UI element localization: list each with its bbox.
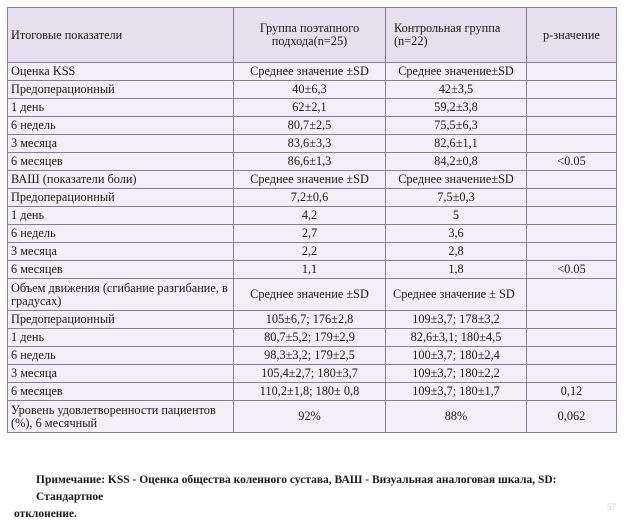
satisfaction-label: Уровень удовлетворенности пациентов (%), 6 месячный (8, 401, 234, 433)
row-value-control: 5 (386, 207, 527, 225)
row-label: Предоперационный (8, 189, 234, 207)
row-p-value (527, 365, 617, 383)
table-row (8, 189, 617, 207)
row-value-control: 82,6±3,1; 180±4,5 (386, 329, 527, 347)
row-value-control: 7,5±0,3 (386, 189, 527, 207)
section-title: Оценка KSS (8, 63, 234, 81)
row-value-stage: 1,1 (234, 261, 386, 279)
results-table (7, 7, 617, 433)
table-row (8, 261, 617, 279)
row-label: 6 месяцев (8, 383, 234, 401)
row-value-control: 109±3,7; 178±3,2 (386, 311, 527, 329)
row-value-stage: 40±6,3 (234, 81, 386, 99)
header-group-control: Контрольная группа (n=22) (386, 8, 527, 63)
header-indicators: Итоговые показатели (8, 8, 234, 63)
row-p-value: <0.05 (527, 153, 617, 171)
section-title-row (8, 171, 617, 189)
table-row (8, 383, 617, 401)
row-label: 3 месяца (8, 135, 234, 153)
row-p-value: <0.05 (527, 261, 617, 279)
table-row (8, 225, 617, 243)
row-value-control: 2,8 (386, 243, 527, 261)
table-row (8, 365, 617, 383)
table-footnote (14, 472, 610, 523)
section-title-row (8, 279, 617, 311)
satisfaction-value-control: 88% (386, 401, 527, 433)
row-label: 3 месяца (8, 365, 234, 383)
section-col2-label: Среднее значение±SD (386, 63, 527, 81)
section-title-row (8, 63, 617, 81)
row-value-stage: 98,3±3,2; 179±2,5 (234, 347, 386, 365)
row-label: Предоперационный (8, 311, 234, 329)
footnote-continuation: отклонение. (14, 508, 78, 520)
row-label: Предоперационный (8, 81, 234, 99)
section-title: Объем движения (сгибание разгибание, в градусах) (8, 279, 234, 311)
section-col2-label: Среднее значение±SD (386, 171, 527, 189)
row-p-value (527, 207, 617, 225)
row-value-stage: 62±2,1 (234, 99, 386, 117)
section-title: ВАШ (показатели боли) (8, 171, 234, 189)
section-p-cell (527, 171, 617, 189)
footnote-line: Примечание: KSS - Оценка общества коленного сустава, ВАШ - Визуальная аналоговая шкала, SD: Стандартное (36, 474, 557, 503)
row-value-stage: 110,2±1,8; 180± 0,8 (234, 383, 386, 401)
row-label: 6 недель (8, 225, 234, 243)
row-value-stage: 7,2±0,6 (234, 189, 386, 207)
row-p-value (527, 135, 617, 153)
row-value-stage: 4,2 (234, 207, 386, 225)
row-p-value (527, 117, 617, 135)
section-p-cell (527, 279, 617, 311)
row-label: 6 месяцев (8, 153, 234, 171)
section-p-cell (527, 63, 617, 81)
row-value-control: 100±3,7; 180±2,4 (386, 347, 527, 365)
row-p-value (527, 329, 617, 347)
row-label: 3 месяца (8, 243, 234, 261)
row-value-stage: 2,2 (234, 243, 386, 261)
table-row (8, 99, 617, 117)
table-row (8, 207, 617, 225)
header-p-value: p-значение (527, 8, 617, 63)
table-row (8, 117, 617, 135)
row-value-control: 109±3,7; 180±1,7 (386, 383, 527, 401)
table-row (8, 153, 617, 171)
row-value-control: 84,2±0,8 (386, 153, 527, 171)
row-value-stage: 105±6,7; 176±2,8 (234, 311, 386, 329)
satisfaction-row (8, 401, 617, 433)
row-value-control: 1,8 (386, 261, 527, 279)
section-col2-label: Среднее значение ± SD (386, 279, 527, 311)
row-value-stage: 2,7 (234, 225, 386, 243)
row-label: 6 недель (8, 117, 234, 135)
row-p-value (527, 243, 617, 261)
header-row (8, 8, 617, 63)
row-p-value (527, 225, 617, 243)
section-col1-label: Среднее значение ±SD (234, 279, 386, 311)
row-p-value (527, 311, 617, 329)
row-value-stage: 105,4±2,7; 180±3,7 (234, 365, 386, 383)
section-col1-label: Среднее значение ±SD (234, 63, 386, 81)
row-label: 1 день (8, 207, 234, 225)
row-value-stage: 80,7±5,2; 179±2,9 (234, 329, 386, 347)
row-value-control: 3,6 (386, 225, 527, 243)
row-label: 6 месяцев (8, 261, 234, 279)
row-value-stage: 86,6±1,3 (234, 153, 386, 171)
row-p-value (527, 189, 617, 207)
table-row (8, 329, 617, 347)
row-value-control: 59,2±3,8 (386, 99, 527, 117)
row-value-control: 42±3,5 (386, 81, 527, 99)
row-value-stage: 80,7±2,5 (234, 117, 386, 135)
row-p-value (527, 347, 617, 365)
row-p-value: 0,12 (527, 383, 617, 401)
table-row (8, 135, 617, 153)
satisfaction-p-value: 0,062 (527, 401, 617, 433)
table-row (8, 347, 617, 365)
row-value-stage: 83,6±3,3 (234, 135, 386, 153)
row-label: 1 день (8, 99, 234, 117)
page-number: 57 (607, 502, 616, 512)
header-group-stage: Группа поэтапного подхода(n=25) (234, 8, 386, 63)
row-value-control: 75,5±6,3 (386, 117, 527, 135)
row-p-value (527, 81, 617, 99)
section-col1-label: Среднее значение ±SD (234, 171, 386, 189)
table-row (8, 311, 617, 329)
table-row (8, 243, 617, 261)
table-row (8, 81, 617, 99)
row-value-control: 82,6±1,1 (386, 135, 527, 153)
row-label: 6 недель (8, 347, 234, 365)
row-label: 1 день (8, 329, 234, 347)
row-p-value (527, 99, 617, 117)
satisfaction-value-stage: 92% (234, 401, 386, 433)
row-value-control: 109±3,7; 180±2,2 (386, 365, 527, 383)
